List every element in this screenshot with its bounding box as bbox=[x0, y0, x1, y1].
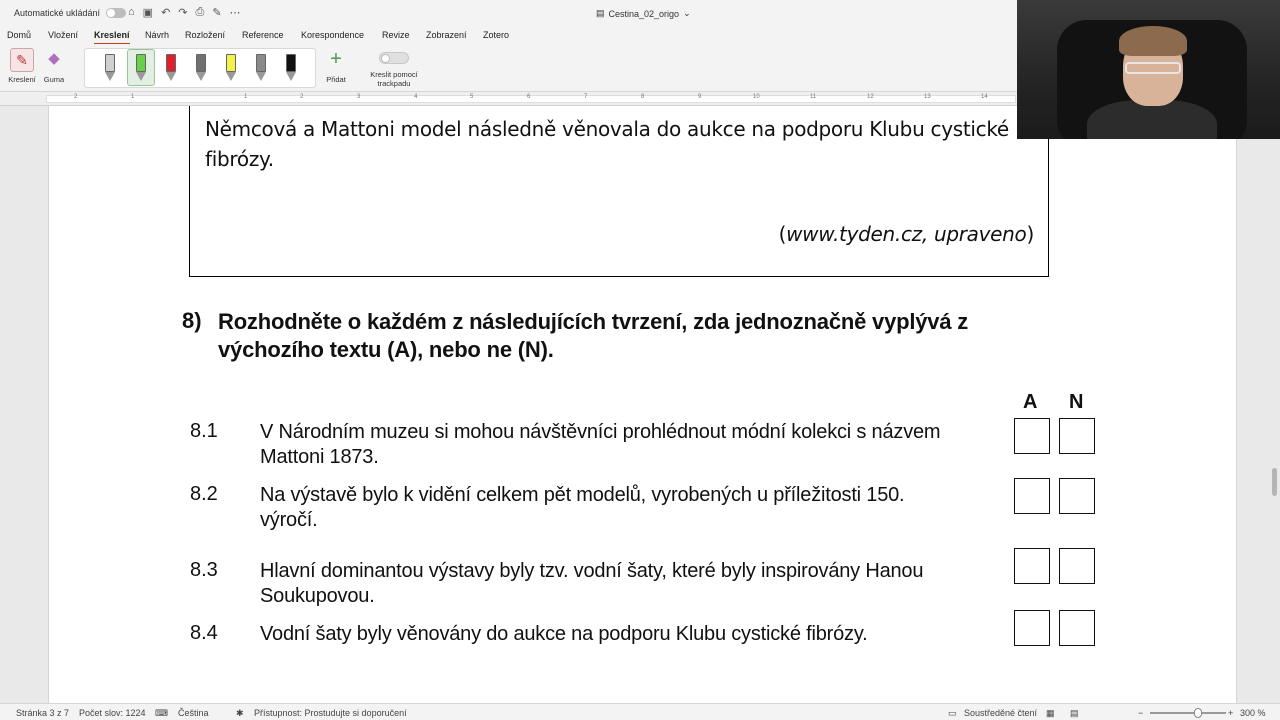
citation-source: www.tyden.cz, upraveno bbox=[786, 222, 1027, 246]
ruler-number: 1 bbox=[131, 94, 135, 100]
redo-icon[interactable]: ↷ bbox=[178, 7, 188, 19]
tab-home[interactable]: Domů bbox=[7, 30, 32, 40]
ruler-number: 2 bbox=[300, 94, 304, 100]
draw-tool-label: Kreslení bbox=[8, 75, 36, 84]
draw-pen-icon: ✎ bbox=[10, 48, 34, 72]
ruler-number: 7 bbox=[584, 94, 588, 100]
answer-box-n[interactable] bbox=[1059, 548, 1095, 584]
tab-design[interactable]: Návrh bbox=[145, 30, 170, 40]
tab-references[interactable]: Reference bbox=[242, 30, 284, 40]
trackpad-draw-toggle[interactable] bbox=[366, 48, 422, 88]
ruler-number: 9 bbox=[698, 94, 702, 100]
page-indicator[interactable]: Stránka 3 z 7 bbox=[16, 708, 70, 718]
item-text: Hlavní dominantou výstavy byly tzv. vodní šaty, které byly inspirovány Hanou Soukupovou. bbox=[260, 560, 924, 607]
source-text: Němcová a Mattoni model následně věnovala do aukce na podporu Klubu cystické fibrózy. bbox=[205, 117, 1009, 171]
answer-box-a[interactable] bbox=[1014, 478, 1050, 514]
zoom-slider[interactable] bbox=[1150, 712, 1226, 714]
document-name: Cestina_02_origo bbox=[608, 8, 680, 19]
zoom-slider-thumb[interactable] bbox=[1194, 708, 1202, 718]
item-text: Vodní šaty byly věnovány do aukce na podporu Klubu cystické fibrózy. bbox=[260, 623, 868, 645]
home-icon[interactable]: ⌂ bbox=[128, 6, 135, 18]
tab-insert[interactable]: Vložení bbox=[48, 30, 79, 40]
answer-box-n[interactable] bbox=[1059, 610, 1095, 646]
quick-access-toolbar bbox=[128, 6, 241, 19]
eraser-tool[interactable] bbox=[40, 48, 68, 84]
ruler-number: 13 bbox=[924, 94, 931, 100]
item-text: Na výstavě bylo k vidění celkem pět modelů, vyrobených u příležitosti 150. výročí. bbox=[260, 484, 905, 531]
add-pen-button[interactable] bbox=[322, 48, 350, 84]
save-icon[interactable]: ▣ bbox=[142, 7, 154, 19]
accessibility-status[interactable]: Přístupnost: Prostudujte si doporučení bbox=[254, 708, 407, 718]
proofing-icon[interactable]: ⌨ bbox=[155, 708, 168, 718]
accessibility-icon[interactable]: ✱ bbox=[236, 708, 244, 718]
chevron-down-icon: ⌄ bbox=[683, 8, 691, 18]
language[interactable]: Čeština bbox=[178, 708, 209, 718]
column-header-n: N bbox=[1069, 391, 1084, 413]
ruler-number: 4 bbox=[414, 94, 418, 100]
document-title[interactable] bbox=[596, 8, 691, 19]
citation-open: ( bbox=[778, 222, 787, 246]
autosave-label: Automatické ukládání bbox=[14, 8, 101, 18]
focus-icon[interactable]: ▭ bbox=[948, 708, 957, 718]
trackpad-label: Kreslit pomocí trackpadu bbox=[370, 70, 418, 88]
pen-6[interactable] bbox=[254, 54, 268, 82]
ruler-number: 8 bbox=[641, 94, 645, 100]
customize-icon[interactable]: ⋯ bbox=[229, 7, 241, 19]
web-layout-icon[interactable]: ▤ bbox=[1070, 708, 1079, 718]
pen-7[interactable] bbox=[284, 54, 298, 82]
autosave-toggle[interactable] bbox=[106, 8, 126, 18]
zoom-in-icon[interactable]: + bbox=[1228, 708, 1234, 718]
tab-zotero[interactable]: Zotero bbox=[483, 30, 510, 40]
ruler-number: 10 bbox=[753, 94, 760, 100]
focus-mode[interactable]: Soustředěné čtení bbox=[964, 708, 1038, 718]
ruler-number: 3 bbox=[357, 94, 361, 100]
pen-2[interactable] bbox=[134, 54, 148, 82]
citation-close: ) bbox=[1026, 222, 1034, 246]
item-number: 8.1 bbox=[190, 420, 218, 442]
ruler-number: 14 bbox=[981, 94, 988, 100]
draw-tool[interactable] bbox=[6, 48, 38, 84]
undo-icon[interactable]: ↶ bbox=[161, 7, 171, 19]
document-icon: ▤ bbox=[596, 8, 605, 18]
tab-layout[interactable]: Rozložení bbox=[185, 30, 226, 40]
answer-box-a[interactable] bbox=[1014, 610, 1050, 646]
autosave[interactable] bbox=[14, 8, 126, 18]
question-number: 8) bbox=[182, 308, 202, 333]
answer-box-n[interactable] bbox=[1059, 478, 1095, 514]
item-number: 8.4 bbox=[190, 622, 218, 644]
column-header-a: A bbox=[1023, 391, 1038, 413]
source-text-box bbox=[189, 106, 1049, 277]
eraser-tool-label: Guma bbox=[43, 75, 65, 84]
zoom-level[interactable]: 300 % bbox=[1240, 708, 1266, 718]
trackpad-toggle-switch[interactable] bbox=[379, 52, 409, 64]
document-canvas bbox=[0, 106, 1280, 703]
answer-box-a[interactable] bbox=[1014, 548, 1050, 584]
add-pen-label: Přidat bbox=[326, 75, 346, 84]
zoom-out-icon[interactable]: − bbox=[1138, 708, 1144, 718]
ruler-number: 5 bbox=[470, 94, 474, 100]
status-bar bbox=[0, 703, 1280, 720]
item-number: 8.2 bbox=[190, 483, 218, 505]
pen-4[interactable] bbox=[194, 54, 208, 82]
print-icon[interactable]: ⎙ bbox=[195, 6, 205, 18]
item-number: 8.3 bbox=[190, 559, 218, 581]
ruler-number: 6 bbox=[527, 94, 531, 100]
answer-box-n[interactable] bbox=[1059, 418, 1095, 454]
highlighter-5[interactable] bbox=[224, 54, 238, 82]
webcam-overlay bbox=[1017, 0, 1280, 139]
tab-mailings[interactable]: Korespondence bbox=[301, 30, 365, 40]
vertical-scrollbar[interactable] bbox=[1272, 468, 1277, 496]
draw-icon[interactable]: ✎ bbox=[212, 7, 222, 19]
tab-draw[interactable]: Kreslení bbox=[94, 30, 130, 40]
plus-icon: + bbox=[330, 48, 342, 70]
eraser-icon: ◆ bbox=[48, 50, 60, 67]
document-page[interactable] bbox=[48, 106, 1237, 703]
pen-3[interactable] bbox=[164, 54, 178, 82]
print-layout-icon[interactable]: ▦ bbox=[1046, 708, 1055, 718]
word-count[interactable]: Počet slov: 1224 bbox=[79, 708, 146, 718]
tab-view[interactable]: Zobrazení bbox=[426, 30, 467, 40]
pen-1[interactable] bbox=[103, 54, 117, 82]
question-text: Rozhodněte o každém z následujících tvrzení, zda jednoznačně vyplývá z výchozího textu (A), nebo ne (N). bbox=[218, 309, 969, 362]
source-citation bbox=[779, 222, 1034, 246]
ruler-number: 1 bbox=[244, 94, 248, 100]
tab-review[interactable]: Revize bbox=[382, 30, 410, 40]
webcam-person-glasses bbox=[1125, 62, 1181, 74]
answer-box-a[interactable] bbox=[1014, 418, 1050, 454]
item-text: V Národním muzeu si mohou návštěvníci prohlédnout módní kolekci s názvem Mattoni 1873. bbox=[260, 421, 941, 468]
ruler-number: 2 bbox=[74, 94, 78, 100]
webcam-person-hair bbox=[1119, 26, 1187, 56]
ruler-number: 12 bbox=[867, 94, 874, 100]
ruler-number: 11 bbox=[810, 94, 817, 100]
